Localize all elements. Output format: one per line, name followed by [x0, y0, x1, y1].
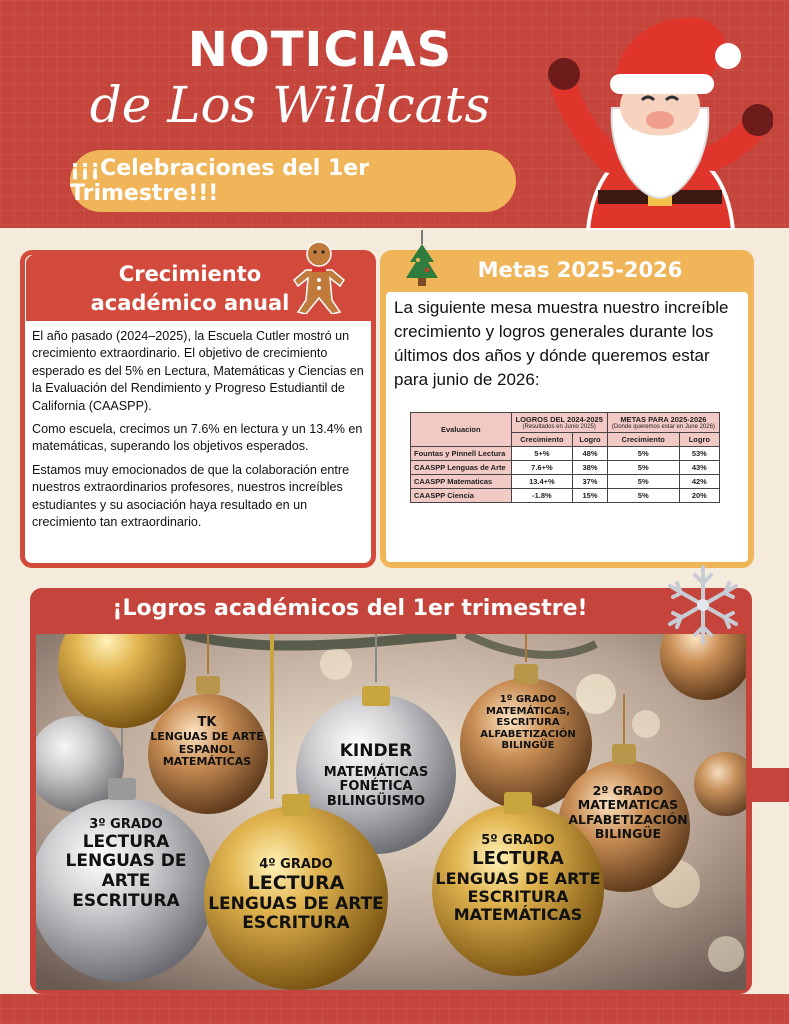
tree-ornament-icon — [402, 230, 442, 290]
ornament-kinder-line: FONÉTICA — [339, 779, 413, 795]
achievements-title: ¡Logros académicos del 1er trimestre! — [112, 596, 588, 621]
ornament-grade5-line: LENGUAS DE ARTE — [435, 868, 601, 888]
table-row — [411, 475, 720, 489]
ornament-grade5-line: 5º GRADO — [481, 833, 555, 848]
subheader-growth-1: Crecimiento — [511, 433, 573, 447]
ornament-kinder-line: KINDER — [339, 741, 413, 761]
row-label: Fountas y Pinnell Lectura — [411, 447, 512, 461]
ornament-grade2-line: MATEMATICAS — [577, 797, 679, 813]
ornament-grade5-line: ESCRITURA — [467, 887, 569, 907]
ornament-grade3-line: LENGUAS DE — [65, 851, 187, 872]
ornament-tk-line: LENGUAS DE ARTE — [150, 729, 264, 743]
ornament-grade5-line: LECTURA — [472, 847, 564, 869]
ornament-grade1 — [466, 694, 590, 752]
cell-achievement-2026: 20% — [679, 489, 719, 503]
table-header-eval: Evaluacion — [411, 413, 512, 447]
growth-paragraph-3: Estamos muy emocionados de que la colaboración entre nuestros extraordinarios profesores, nuestros increíbles estudiantes y su asociación haya resultado en un crecimiento tan extraordinario. — [32, 462, 350, 530]
table-row — [411, 489, 720, 503]
santa-illustration — [548, 8, 773, 230]
ornament-grade3-line: LECTURA — [82, 831, 170, 852]
group2-label: METAS PARA 2025-2026 — [620, 415, 707, 424]
table-header-row — [411, 413, 720, 433]
ornament-grade1-line: BILINGÜE — [501, 740, 555, 751]
ornament-kinder-line: MATEMÁTICAS — [323, 764, 429, 780]
group2-sublabel: (Donde queremos estar en June 2026) — [611, 424, 715, 430]
cell-achievement-2025: 38% — [573, 461, 608, 475]
cell-growth-2025: 5+% — [511, 447, 573, 461]
ornament-tk-line: TK — [197, 715, 217, 730]
ornament-kinder-line: BILINGÜISMO — [326, 794, 426, 810]
row-label: CAASPP Lenguas de Arte — [411, 461, 512, 475]
ornament-tk-line: MATEMÁTICAS — [162, 755, 252, 769]
subheader-achievement-2: Logro — [679, 433, 719, 447]
ornament-kinder — [312, 742, 440, 810]
ornament-grade2-line: 2º GRADO — [592, 783, 664, 798]
cell-growth-2025: 13.4+% — [511, 475, 573, 489]
growth-paragraph-2: Como escuela, crecimos un 7.6% en lectura y un 13.4% en matemáticas, superando los objetivos esperados. — [32, 422, 363, 454]
ornament-grade4 — [206, 858, 386, 934]
cell-achievement-2026: 43% — [679, 461, 719, 475]
cell-growth-2025: -1.8% — [511, 489, 573, 503]
newsletter-subtitle: de Los Wildcats — [89, 76, 491, 134]
table-header-group2 — [607, 413, 719, 433]
row-label: CAASPP Matematicas — [411, 475, 512, 489]
group1-sublabel: (Resultados en Junio 2025) — [522, 424, 596, 430]
group1-label: LOGROS DEL 2024-2025 — [515, 415, 603, 424]
ornament-grade1-line: ALFABETIZACIÓN — [480, 728, 576, 740]
growth-paragraph-1: El año pasado (2024–2025), la Escuela Cutler mostró un crecimiento extraordinario. El objetivo de crecimiento esperado es del 5% en Lectura, Matemáticas y Ciencias en la Evaluación del Rendimiento y Progreso Estudiantil de California (CAASPP). — [32, 329, 364, 413]
ornament-grade1-line: ESCRITURA — [496, 717, 560, 728]
ornament-grade3-line: ESCRITURA — [72, 890, 180, 911]
footer-bar — [0, 994, 789, 1024]
goals-table — [410, 412, 720, 503]
ornament-grade2 — [560, 784, 696, 842]
newsletter-title: NOTICIAS — [187, 22, 453, 78]
ornament-grade3-line: 3º GRADO — [89, 817, 163, 832]
cell-achievement-2025: 15% — [573, 489, 608, 503]
ornament-grade3 — [44, 818, 208, 911]
ornament-grade5 — [432, 834, 604, 925]
growth-title-line2: académico anual — [90, 291, 290, 315]
table-row — [411, 447, 720, 461]
growth-panel-body — [32, 328, 372, 537]
ornament-grade2-line: ALFABETIZACIÓN — [568, 811, 688, 827]
snowflake-icon — [660, 562, 746, 648]
goals-intro: La siguiente mesa muestra nuestro increíble crecimiento y logros generales durante los últimos dos años y dónde queremos estar para junio de 2026: — [394, 298, 729, 389]
growth-title-line1: Crecimiento — [118, 262, 262, 286]
ornament-grade2-line: BILINGÜE — [594, 826, 662, 842]
cell-achievement-2025: 37% — [573, 475, 608, 489]
row-label: CAASPP Ciencia — [411, 489, 512, 503]
ornament-grade1-line: 1º GRADO — [499, 694, 557, 705]
cell-achievement-2025: 48% — [573, 447, 608, 461]
ornament-tk-line: ESPANOL — [178, 742, 236, 756]
gingerbread-icon — [290, 240, 348, 314]
cell-achievement-2026: 53% — [679, 447, 719, 461]
ornament-grade4-line: LECTURA — [247, 871, 345, 894]
side-tab-decoration — [752, 768, 789, 802]
ornament-grade1-line: MATEMÁTICAS, — [485, 705, 571, 717]
cell-growth-2026: 5% — [607, 447, 679, 461]
subheader-achievement-1: Logro — [573, 433, 608, 447]
ornament-grade4-line: LENGUAS DE ARTE — [208, 893, 384, 914]
ornament-grade4-line: ESCRITURA — [242, 913, 350, 934]
table-row — [411, 461, 720, 475]
cell-growth-2026: 5% — [607, 461, 679, 475]
cell-achievement-2026: 42% — [679, 475, 719, 489]
ornament-tk — [142, 716, 272, 769]
subheader-growth-2: Crecimiento — [607, 433, 679, 447]
goals-panel-title: Metas 2025-2026 — [477, 258, 683, 282]
celebration-text: ¡¡¡Celebraciones del 1er Trimestre!!! — [70, 156, 370, 206]
ornament-grade3-line: ARTE — [101, 871, 151, 892]
table-header-group1 — [511, 413, 607, 433]
cell-growth-2026: 5% — [607, 489, 679, 503]
ornament-grade4-line: 4º GRADO — [259, 857, 333, 872]
celebration-banner — [70, 150, 516, 212]
ornament-grade5-line: MATEMÁTICAS — [453, 905, 583, 925]
cell-growth-2026: 5% — [607, 475, 679, 489]
cell-growth-2025: 7.6+% — [511, 461, 573, 475]
